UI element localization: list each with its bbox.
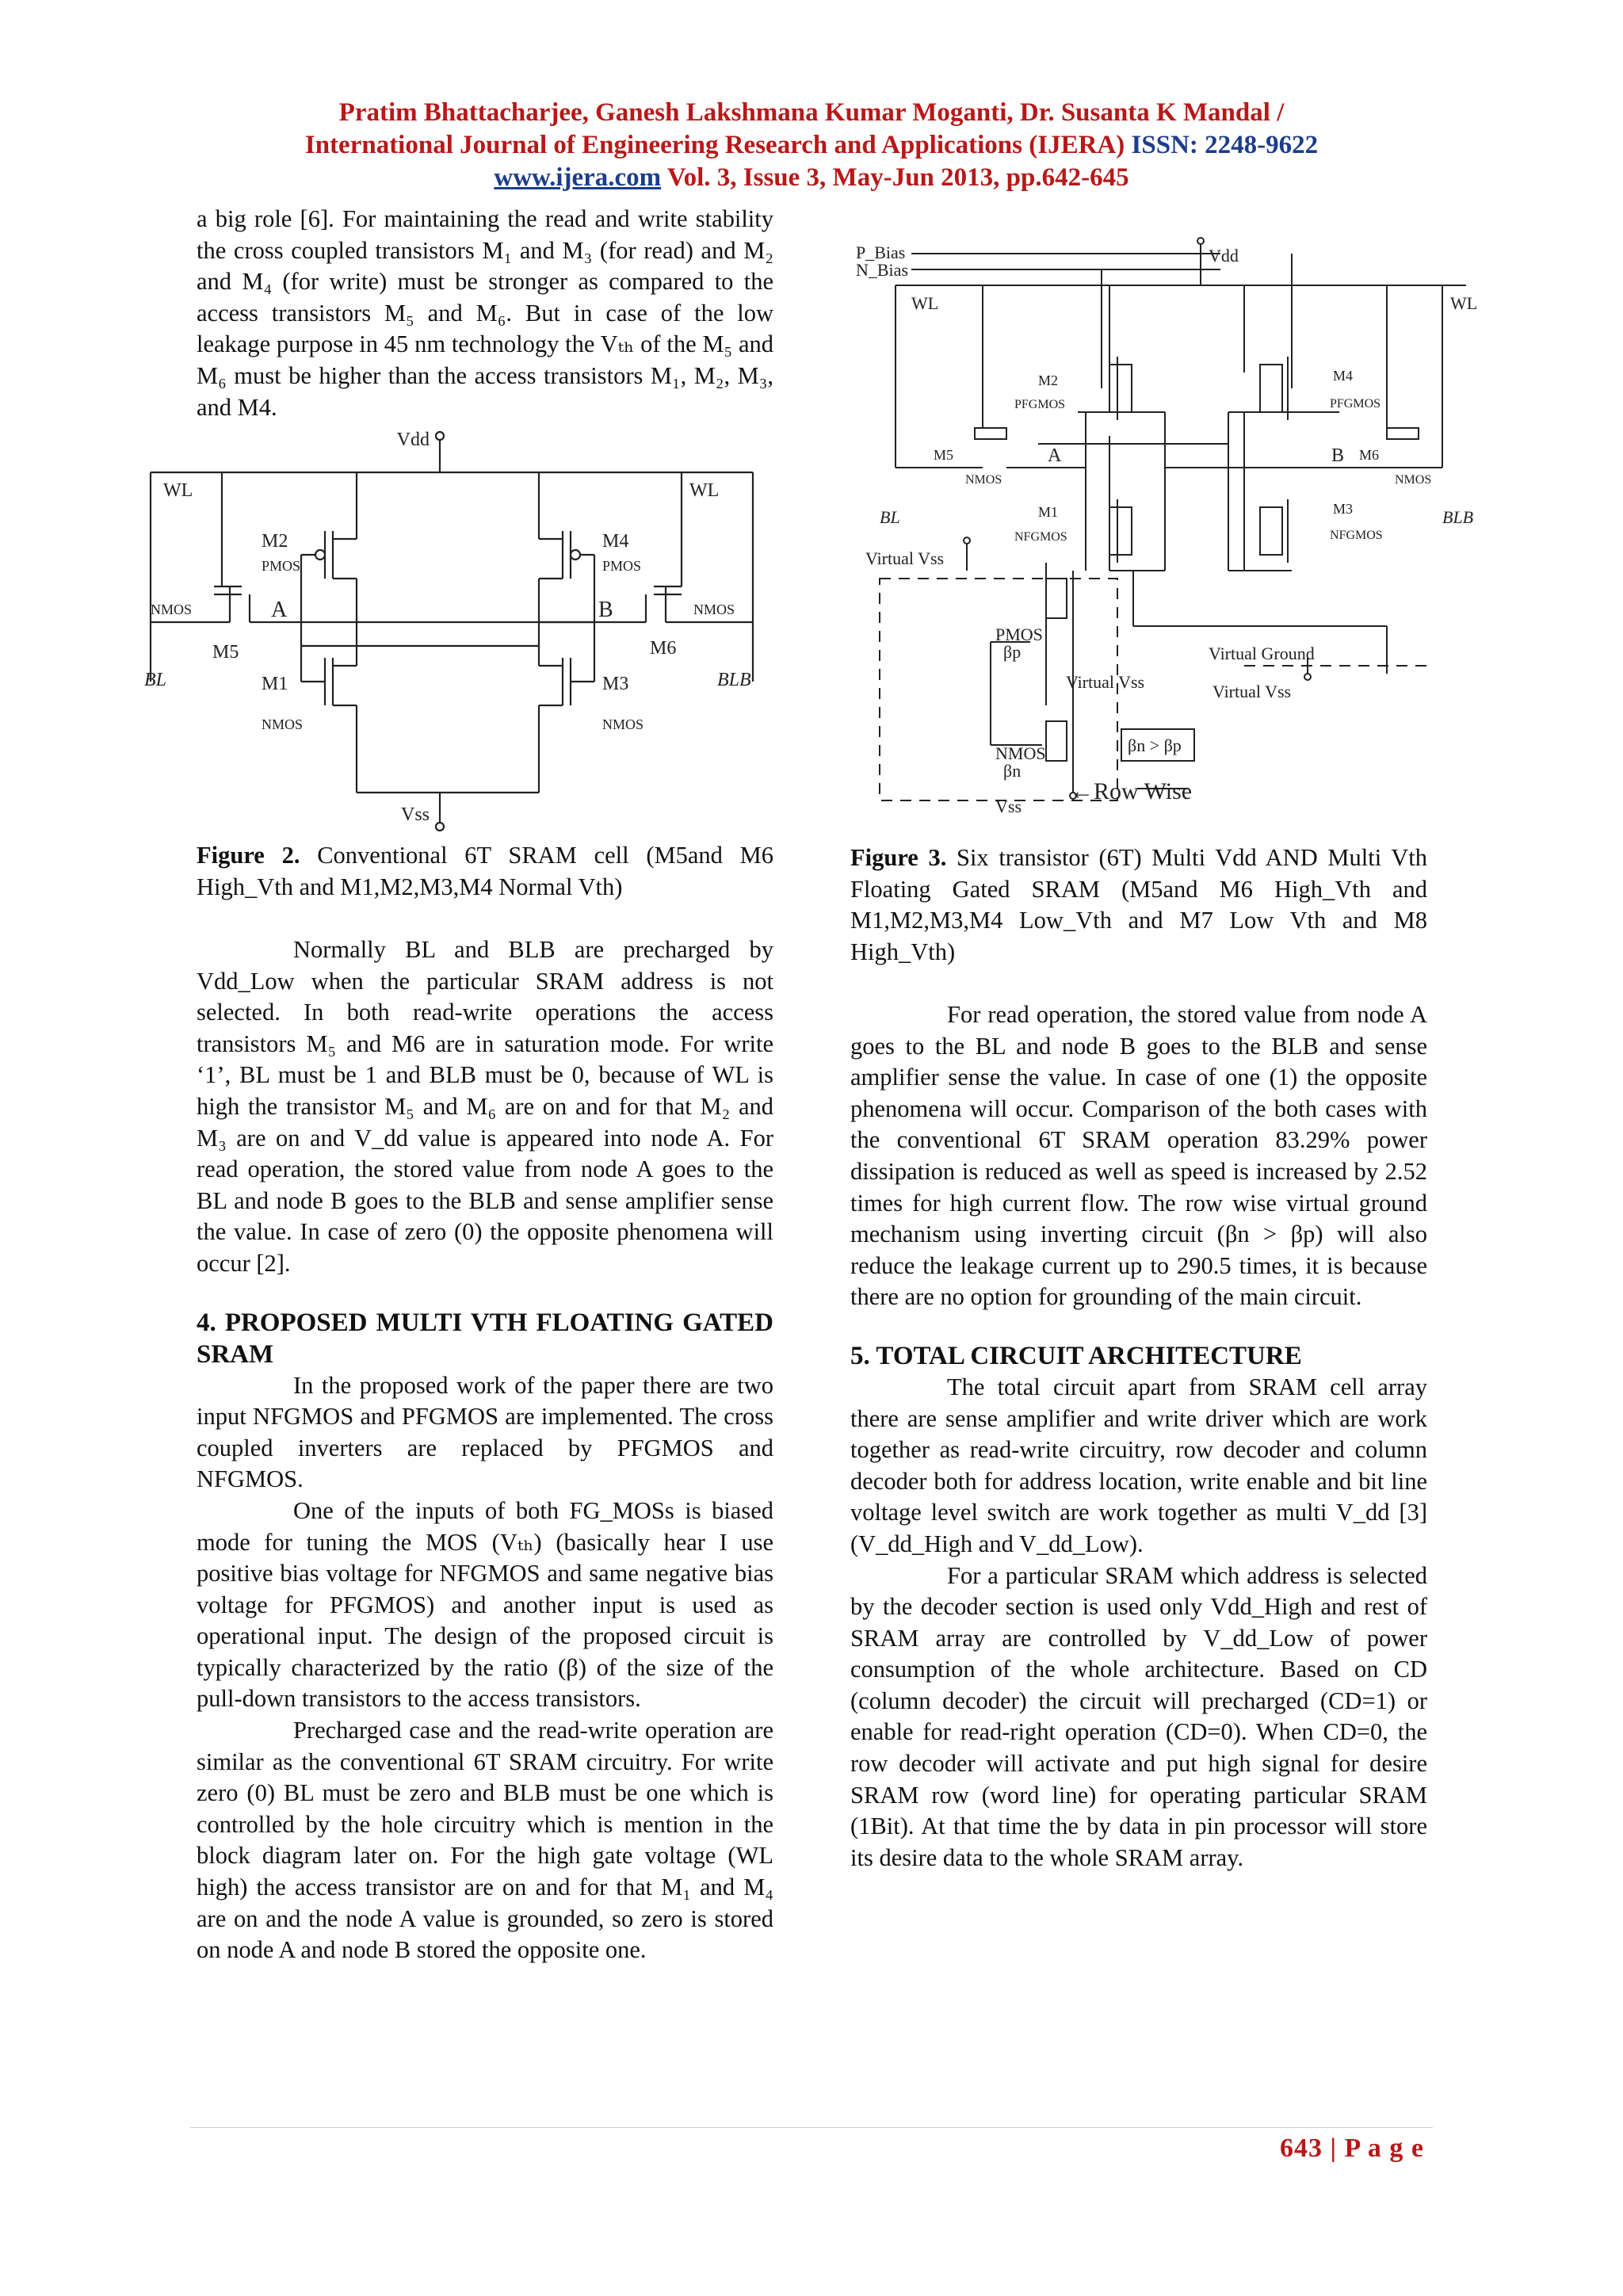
fig2-m6-type: NMOS: [693, 602, 735, 617]
figure-3-caption: [850, 842, 1427, 968]
right-column-text: [850, 999, 1427, 1874]
fig3-node-b: B: [1331, 445, 1345, 466]
section-4-heading: 4. PROPOSED MULTI VTH FLOATING GATED SRAM: [197, 1308, 773, 1369]
fig2-blb-label: BLB: [717, 670, 751, 690]
header-volume: Vol. 3, Issue 3, May-Jun 2013, pp.642-645: [666, 163, 1129, 192]
fig3-m5: M5: [934, 447, 954, 463]
fig3-beta-p: βp: [1003, 642, 1022, 662]
figure-2-label: Figure 2.: [197, 842, 300, 869]
fig2-m3-type: NMOS: [602, 716, 644, 732]
left-paragraph-4: One of the inputs of both FG_MOSs is biased mode for tuning the MOS (Vₜₕ) (basically hear I use positive bias voltage for NFGMOS and same negative bias voltage for PFGMOS) and another input is used as operational input. The design of the proposed circuit is typically characterized by the ratio (β) of the size of the pull-down transistors to the access transistors.: [197, 1496, 773, 1713]
fig2-m4-label: M4: [602, 531, 629, 552]
fig3-vdd: Vdd: [1209, 246, 1239, 266]
fig3-m1: M1: [1038, 504, 1059, 520]
fig2-m5-type: NMOS: [151, 602, 193, 617]
fig3-virtual-vss-top: Virtual Vss: [865, 548, 945, 568]
fig3-virtual-ground: Virtual Ground: [1209, 644, 1315, 663]
fig3-m4: M4: [1333, 368, 1354, 384]
figure-2-caption: [197, 840, 773, 903]
fig2-vss-label: Vss: [400, 804, 430, 825]
fig3-blb: BLB: [1442, 507, 1474, 527]
fig3-m5-type: NMOS: [965, 473, 1002, 487]
left-column-top: [197, 204, 773, 423]
right-paragraph-2: The total circuit apart from SRAM cell array there are sense amplifier and write driver which are work together as read-write circuitry, row decoder and column decoder both for address location, write enable and bit line voltage level switch are work together as multi V_dd [3] (V_dd_High and V_dd_Low).: [850, 1373, 1427, 1557]
fig3-virtual-vss-right: Virtual Vss: [1212, 682, 1292, 701]
footer-rule: [190, 2127, 1433, 2128]
fig3-m2-type: PFGMOS: [1014, 398, 1066, 411]
header-journal-line: [158, 129, 1465, 162]
fig2-m3-label: M3: [602, 674, 629, 694]
fig3-node-a: A: [1048, 445, 1062, 466]
header-url-line: [158, 162, 1465, 194]
left-paragraph-5: Precharged case and the read-write operation are similar as the conventional 6T SRAM circuitry. For write zero (0) BL must be zero and BLB must be one which is controlled by the hole circuitry which is mention in the block diagram later on. For the high gate voltage (WL high) the access transistor are on and for that M₁ and M₄ are on and the node A value is grounded, so zero is stored on node A and node B stored the opposite one.: [197, 1717, 773, 1964]
header-issn: ISSN: 2248-9622: [1131, 131, 1319, 159]
fig3-wl-left: WL: [911, 293, 939, 313]
fig3-m6: M6: [1359, 447, 1380, 463]
left-paragraph-3: In the proposed work of the paper there are two input NFGMOS and PFGMOS are implemented. The cross coupled inverters are replaced by PFGMOS and NFGMOS.: [197, 1371, 773, 1493]
figure-2-circuit: [127, 428, 785, 840]
page-number: 643 | P a g e: [1280, 2134, 1424, 2163]
fig3-vss: Vss: [995, 797, 1022, 816]
figure-2-caption-text: Conventional 6T SRAM cell (M5and M6 High_Vth and M1,M2,M3,M4 Normal Vth): [197, 842, 774, 900]
figure-3-caption-text: Six transistor (6T) Multi Vdd AND Multi Vth Floating Gated SRAM (M5and M6 High_Vth and M1,M2,M3,M4 Low_Vth and M7 Low Vth and M8 High_Vth): [850, 844, 1428, 965]
fig2-m2-label: M2: [262, 531, 288, 552]
fig3-n-bias: N_Bias: [856, 260, 908, 280]
fig2-vdd-label: Vdd: [396, 430, 430, 450]
fig3-m4-type: PFGMOS: [1330, 397, 1381, 411]
header-journal: International Journal of Engineering Research and Applications (IJERA): [304, 131, 1125, 159]
fig3-nmos: NMOS: [995, 743, 1046, 763]
fig3-virtual-vss-mid: Virtual Vss: [1066, 672, 1145, 692]
fig2-wl-left-label: WL: [163, 480, 193, 501]
left-paragraph-1: a big role [6]. For maintaining the read and write stability the cross coupled transistors M₁ and M₃ (for read) and M₂ and M₄ (for write) must be stronger as compared to the access transistors M₅ and M₆. But in case of the low leakage purpose in 45 nm technology the Vₜₕ of the M₅ and M₆ must be higher than the access transistors M₁, M₂, M₃, and M4.: [197, 205, 773, 421]
right-paragraph-3: For a particular SRAM which address is selected by the decoder section is used only Vdd_High and rest of SRAM array are controlled by V_dd_Low of power consumption of the whole architecture. Based on CD (column decoder) the circuit will precharged (CD=1) or enable for read-right operation (CD=0). When CD=0, the row decoder will activate and put high signal for desire SRAM row (word line) for operating particular SRAM (1Bit). At that time the by data in pin processor will store its desire data to the whole SRAM array.: [850, 1561, 1427, 1871]
right-paragraph-1: For read operation, the stored value from node A goes to the BL and node B goes to the BLB and sense amplifier sense the value. In case of one (1) the opposite phenomena will occur. Comparison of the both cases with the conventional 6T SRAM operation 83.29% power dissipation is reduced as well as speed is increased by 2.52 times for high current flow. The row wise virtual ground mechanism using inverting circuit (βn > βp) will also reduce the leakage current up to 290.5 times, it is because there are no option for grounding of the main circuit.: [850, 1001, 1427, 1311]
fig2-m1-type: NMOS: [262, 716, 304, 732]
left-column-lower: [197, 934, 773, 1966]
fig3-beta-n: βn: [1003, 761, 1022, 781]
fig3-m3: M3: [1333, 501, 1354, 517]
header-authors: Pratim Bhattacharjee, Ganesh Lakshmana Kumar Moganti, Dr. Susanta K Mandal /: [338, 98, 1285, 127]
fig2-bl-label: BL: [144, 670, 167, 690]
fig3-beta-relation: βn > βp: [1128, 735, 1182, 755]
fig2-m1-label: M1: [262, 674, 288, 694]
fig3-pmos: PMOS: [995, 625, 1043, 644]
fig2-m6-label: M6: [650, 638, 677, 659]
page-header: [158, 97, 1465, 194]
fig3-m3-type: NFGMOS: [1330, 529, 1383, 542]
section-5-heading: 5. TOTAL CIRCUIT ARCHITECTURE: [850, 1341, 1302, 1370]
fig2-m2-type: PMOS: [262, 558, 301, 574]
fig2-m5-label: M5: [212, 642, 239, 663]
left-paragraph-2: Normally BL and BLB are precharged by Vdd_Low when the particular SRAM address is not selected. In both read-write operations the access transistors M₅ and M6 are in saturation mode. For write ‘1’, BL must be 1 and BLB must be 0, because of WL is high the transistor M₅ and M₆ are on and for that M₂ and M₃ are on and V_dd value is appeared into node A. For read operation, the stored value from node A goes to the BL and node B goes to the BLB and sense amplifier sense the value. In case of zero (0) the opposite phenomena will occur [2].: [197, 936, 773, 1277]
fig3-bl: BL: [880, 507, 900, 527]
fig3-p-bias: P_Bias: [856, 243, 906, 262]
fig3-row-wise: ←Row Wise: [1070, 778, 1193, 804]
fig2-node-b: B: [598, 598, 613, 622]
fig2-m4-type: PMOS: [602, 558, 642, 574]
journal-link[interactable]: www.ijera.com: [494, 163, 662, 192]
fig3-m2: M2: [1038, 372, 1059, 388]
figure-3-circuit: [848, 230, 1482, 848]
fig3-m6-type: NMOS: [1395, 473, 1432, 487]
fig2-wl-right-label: WL: [689, 480, 720, 501]
fig2-node-a: A: [271, 598, 288, 622]
fig3-m1-type: NFGMOS: [1014, 530, 1067, 544]
figure-3-label: Figure 3.: [850, 844, 947, 871]
fig3-wl-right: WL: [1450, 293, 1478, 313]
